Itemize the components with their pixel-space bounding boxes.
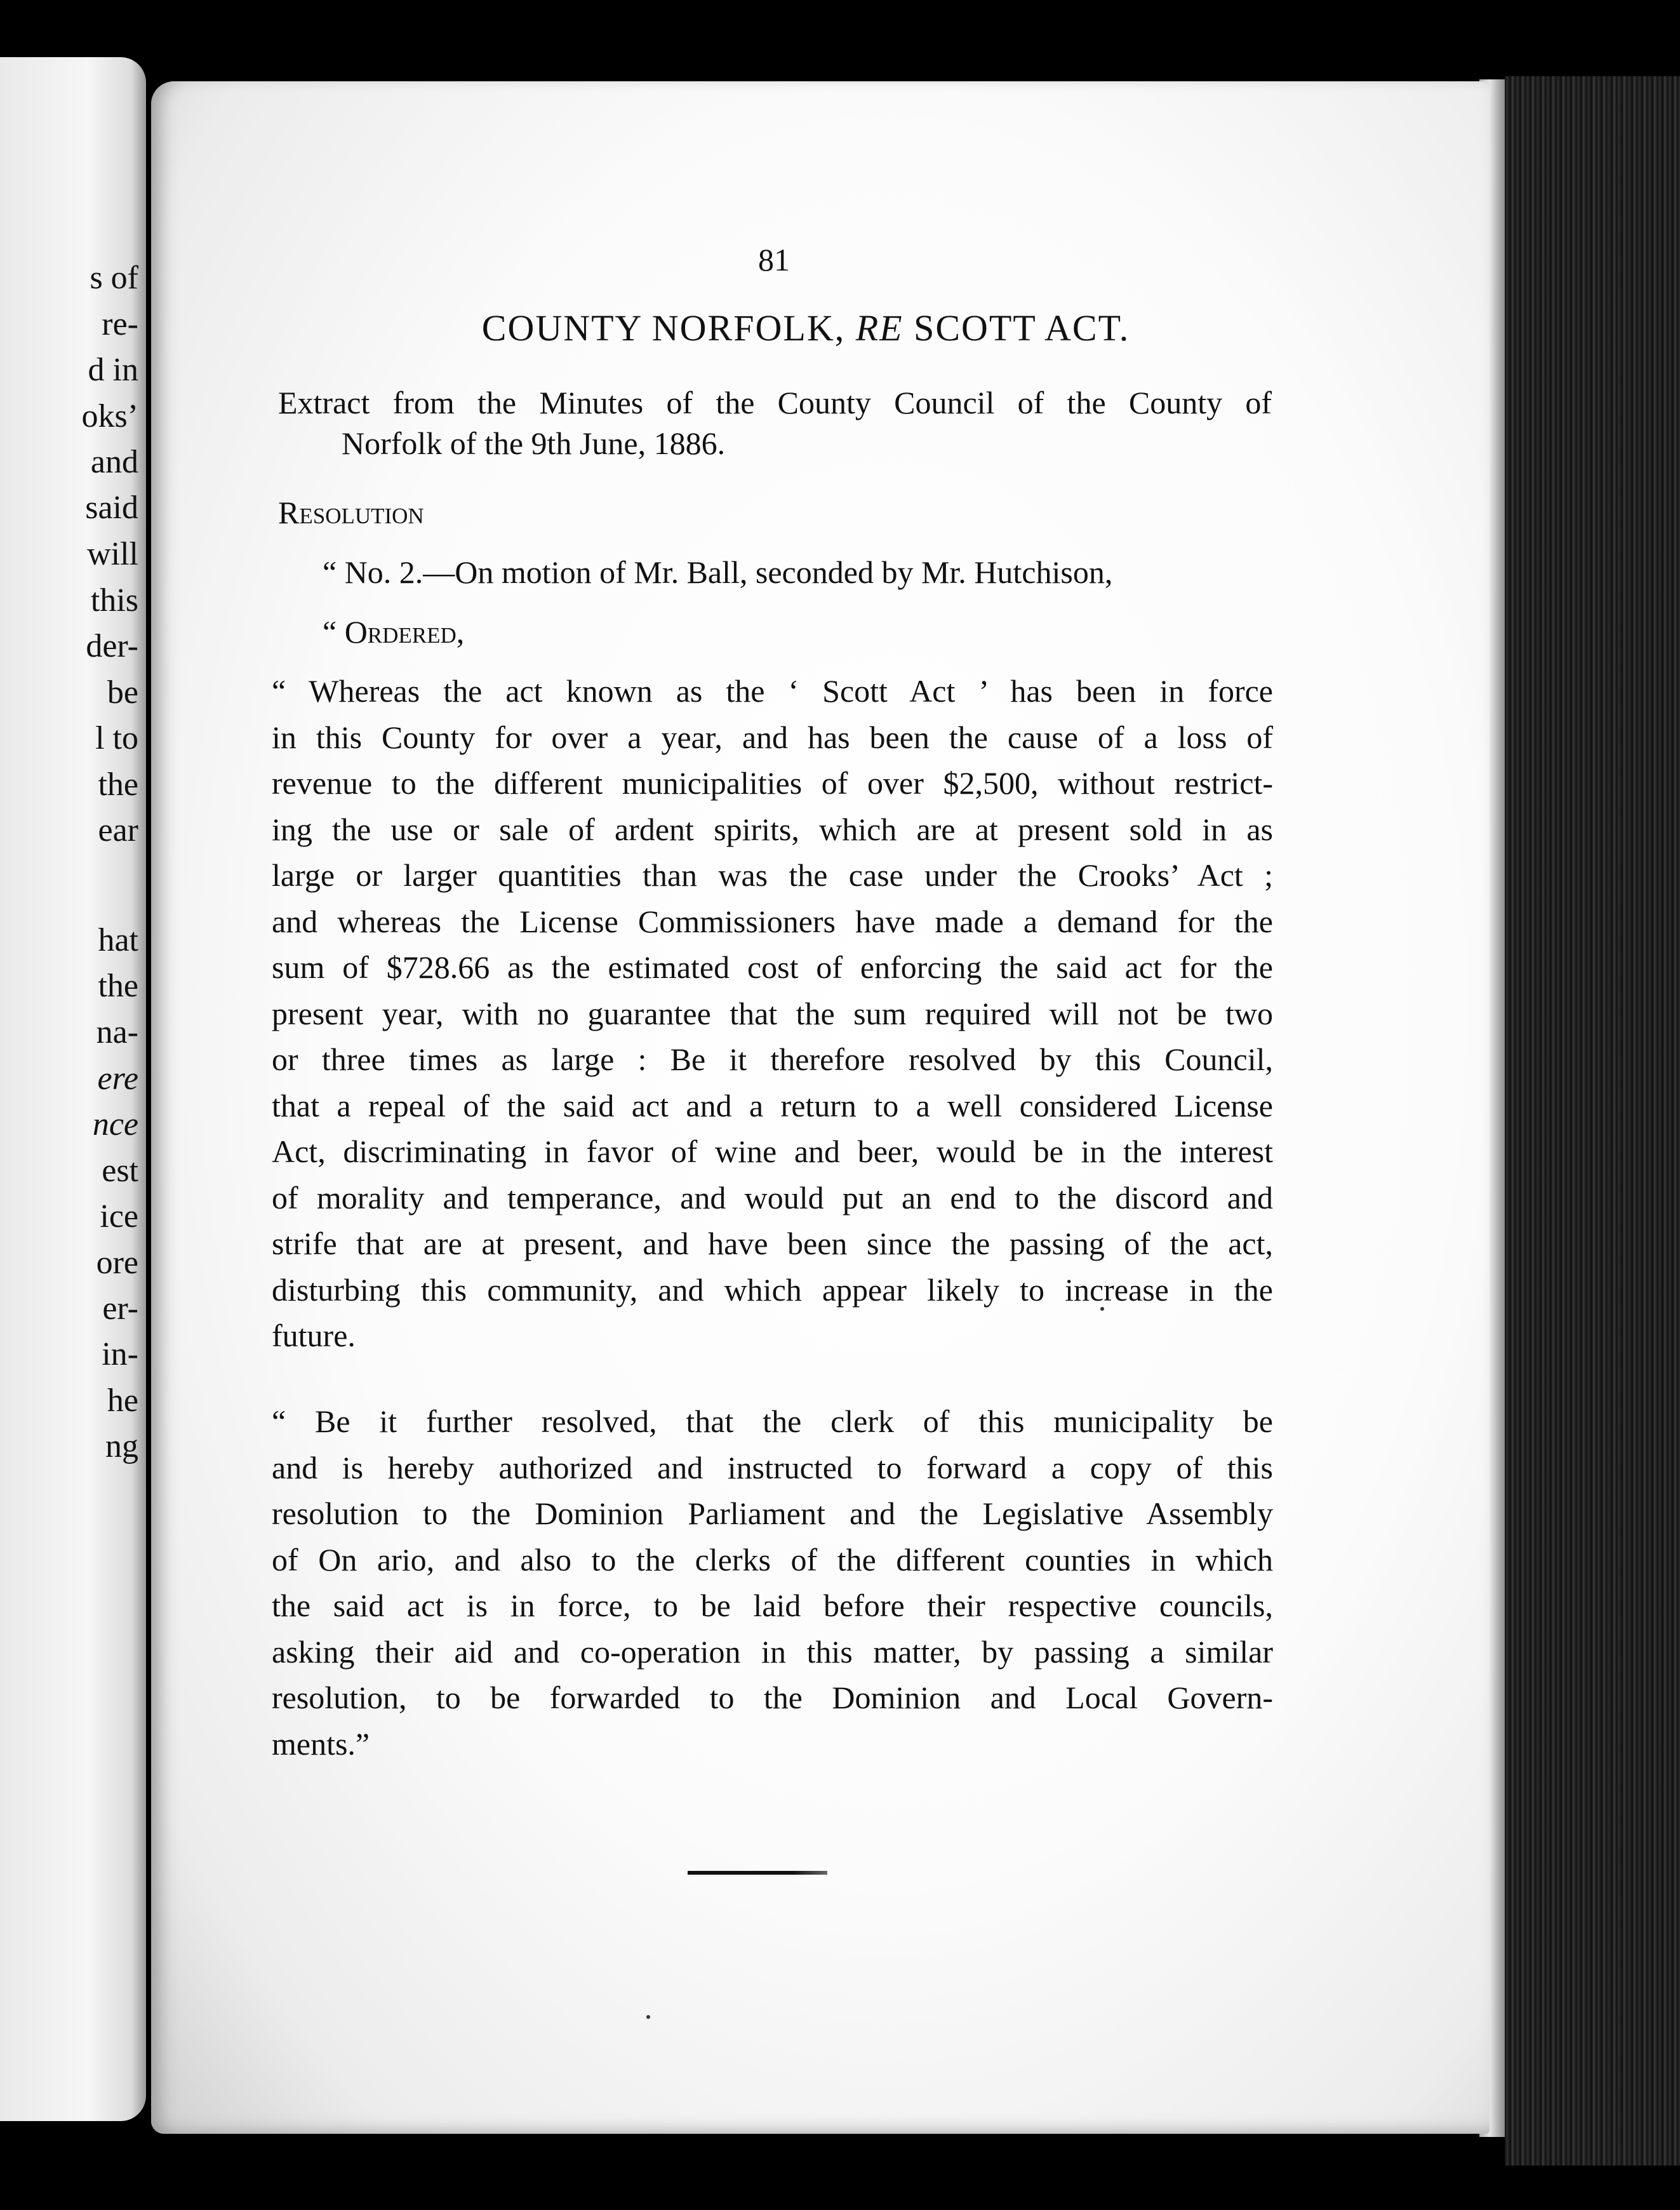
further-resolved-paragraph bbox=[272, 1398, 1273, 1767]
text-line: ments.” bbox=[272, 1725, 370, 1762]
left-page-line: l to bbox=[95, 720, 138, 756]
title-part-2: SCOTT ACT. bbox=[903, 307, 1130, 349]
left-page-line: der- bbox=[86, 628, 138, 664]
text-line: and whereas the License Commissioners have made a demand for the bbox=[272, 903, 1273, 939]
text-line: of morality and temperance, and would put an end to the discord and bbox=[272, 1179, 1273, 1216]
text-line: and is hereby authorized and instructed to forward a copy of this bbox=[272, 1449, 1273, 1485]
speck bbox=[646, 2015, 650, 2019]
left-page-line: er- bbox=[102, 1290, 138, 1327]
text-line: resolution to the Dominion Parliament and the Legislative Assembly bbox=[272, 1496, 1273, 1531]
text-line: disturbing this community, and which appear likely to increase in the bbox=[272, 1271, 1273, 1308]
text-line: asking their aid and co-operation in this matter, by passing a similar bbox=[272, 1633, 1273, 1670]
left-page-line: ore bbox=[96, 1245, 138, 1281]
left-page-line: and bbox=[90, 444, 138, 480]
left-page-line: in- bbox=[102, 1336, 138, 1372]
extract-line-2: Norfolk of the 9th June, 1886. bbox=[342, 425, 726, 461]
title-re: RE bbox=[855, 307, 903, 349]
left-page-line: said bbox=[85, 490, 138, 526]
left-page-line: be bbox=[107, 674, 138, 711]
left-page-line: na- bbox=[96, 1014, 138, 1050]
left-page-line: ere bbox=[97, 1061, 138, 1097]
text-line: “ Be it further resolved, that the clerk of this municipality be bbox=[272, 1403, 1273, 1439]
left-page-line: oks’ bbox=[81, 398, 138, 434]
left-page-line: the bbox=[98, 968, 138, 1004]
text-line: “ Whereas the act known as the ‘ Scott Act ’ has been in force bbox=[272, 673, 1273, 709]
text-line: future. bbox=[272, 1318, 356, 1353]
left-page-line: est bbox=[102, 1153, 138, 1189]
left-page-line: will bbox=[87, 536, 138, 572]
motion-line: “ No. 2.—On motion of Mr. Ball, seconded by Mr. Hutchison, bbox=[323, 554, 1113, 590]
whereas-paragraph bbox=[272, 668, 1273, 1359]
text-line: that a repeal of the said act and a return to a well considered License bbox=[272, 1087, 1273, 1123]
left-page-line: s of bbox=[90, 260, 138, 296]
text-line: large or larger quantities than was the case under the Crooks’ Act ; bbox=[272, 857, 1273, 893]
text-line: resolution, to be forwarded to the Dominion and Local Govern- bbox=[272, 1680, 1273, 1715]
left-page-line: the bbox=[98, 767, 138, 803]
text-line: sum of $728.66 as the estimated cost of enforcing the said act for the bbox=[272, 949, 1273, 985]
resolution-heading: Resolution bbox=[278, 495, 424, 530]
left-page-line: he bbox=[107, 1383, 138, 1419]
left-page-fragment bbox=[0, 57, 146, 2121]
text-line: strife that are at present, and have been since the passing of the act, bbox=[272, 1226, 1273, 1261]
book-page bbox=[151, 81, 1490, 2134]
ordered-heading: “ Ordered, bbox=[323, 614, 465, 650]
text-line: revenue to the different municipalities of over $2,500, without restrict- bbox=[272, 765, 1273, 801]
left-page-line: ng bbox=[105, 1428, 138, 1464]
extract-line-1: Extract from the Minutes of the County Council of the County of bbox=[278, 385, 1272, 420]
left-page-line: d in bbox=[88, 352, 138, 388]
left-page-line: ice bbox=[100, 1198, 138, 1235]
page-number: 81 bbox=[758, 242, 790, 278]
text-line: or three times as large : Be it therefore resolved by this Council, bbox=[272, 1041, 1273, 1077]
text-line: present year, with no guarantee that the sum required will not be two bbox=[272, 995, 1273, 1031]
end-rule bbox=[688, 1871, 827, 1875]
text-line: Act, discriminating in favor of wine and beer, would be in the interest bbox=[272, 1134, 1273, 1169]
speck bbox=[1100, 1307, 1104, 1311]
text-line: ing the use or sale of ardent spirits, which are at present sold in as bbox=[272, 811, 1273, 847]
text-line: in this County for over a year, and has been the cause of a loss of bbox=[272, 719, 1273, 755]
left-page-line: re- bbox=[102, 306, 138, 342]
page-title bbox=[151, 307, 1460, 349]
left-page-line: this bbox=[90, 582, 138, 619]
left-page-line: hat bbox=[98, 922, 138, 958]
left-page-line: nce bbox=[92, 1106, 138, 1142]
text-line: the said act is in force, to be laid before their respective councils, bbox=[272, 1588, 1273, 1623]
text-line: of On ario, and also to the clerks of the different counties in which bbox=[272, 1541, 1273, 1577]
page-edges bbox=[1505, 76, 1680, 2166]
title-part-1: COUNTY NORFOLK, bbox=[481, 307, 856, 349]
left-page-line: ear bbox=[98, 812, 138, 848]
